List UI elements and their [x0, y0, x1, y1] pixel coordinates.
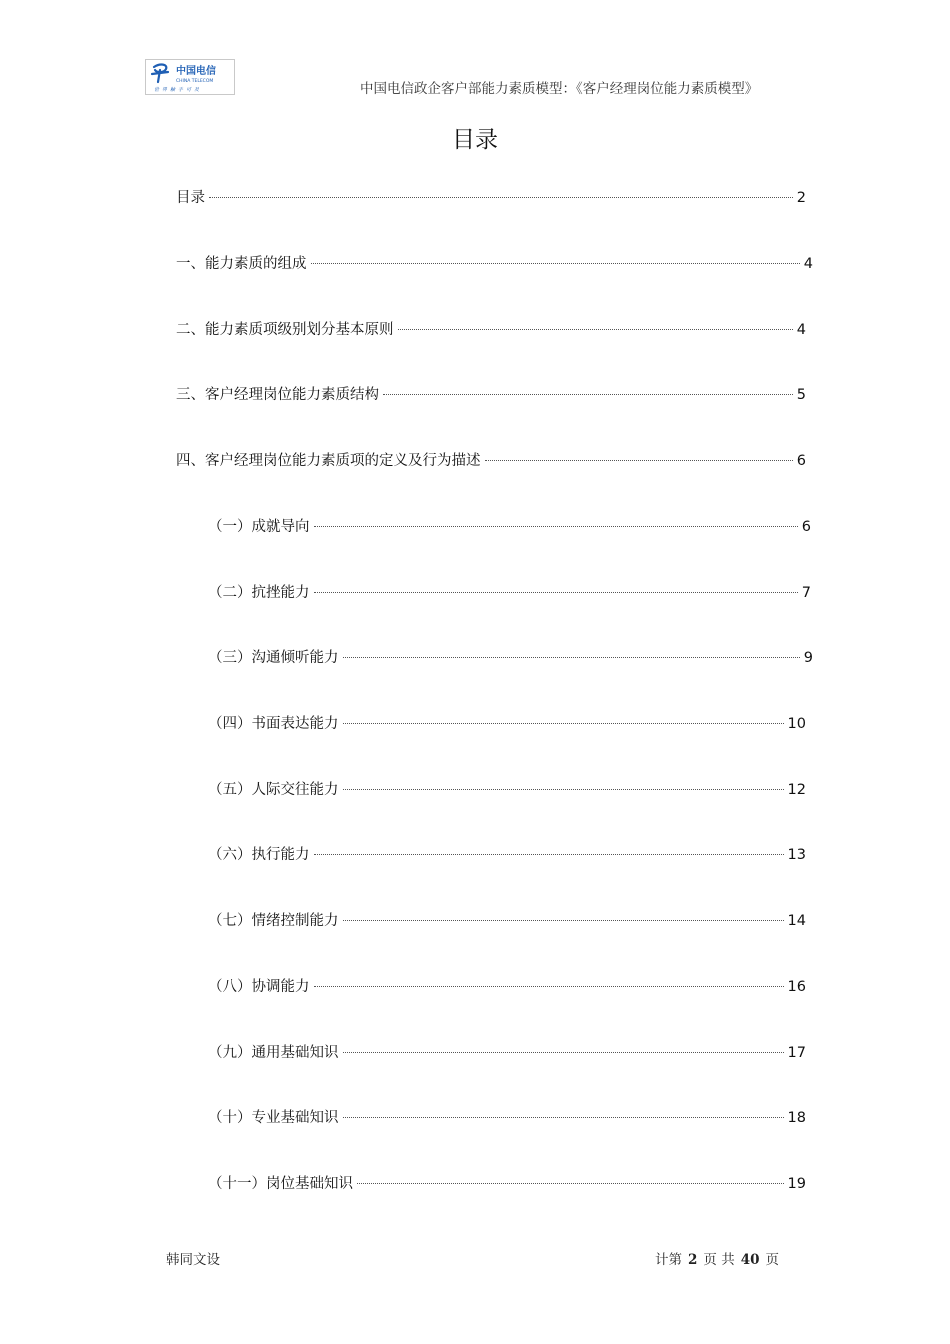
footer-prefix: 计第 — [655, 1252, 682, 1268]
china-telecom-logo — [145, 59, 235, 95]
toc-entry[interactable]: （十）专业基础知识 18 — [208, 1110, 806, 1126]
toc-entry[interactable]: （七）情绪控制能力 14 — [208, 913, 806, 929]
footer-page-count — [655, 1248, 785, 1268]
footer-suffix: 页 — [765, 1252, 779, 1268]
toc-entry[interactable]: （二）抗挫能力 7 — [208, 585, 811, 601]
toc-entry[interactable]: 目录 2 — [176, 190, 806, 206]
toc-entry[interactable]: （九）通用基础知识 17 — [208, 1045, 806, 1061]
toc-entry[interactable]: 一、能力素质的组成 4 — [176, 256, 813, 272]
logo-slogan-text: 世界触手可及 — [154, 87, 203, 93]
logo-cn-text: 中国电信 — [176, 66, 216, 77]
toc-entry[interactable]: （十一）岗位基础知识 19 — [208, 1176, 806, 1192]
toc-title: 目录 — [452, 127, 498, 153]
footer-middle: 页 共 — [703, 1252, 735, 1268]
toc-entry[interactable]: （四）书面表达能力 10 — [208, 716, 806, 732]
header-title: 中国电信政企客户部能力素质模型：《客户经理岗位能力素质模型》 — [360, 81, 759, 97]
toc-entry[interactable]: 三、客户经理岗位能力素质结构 5 — [176, 387, 806, 403]
toc-entry[interactable]: （六）执行能力 13 — [208, 847, 806, 863]
toc-entry[interactable]: 二、能力素质项级别划分基本原则 4 — [176, 322, 806, 338]
footer-author: 韩同文设 — [166, 1252, 220, 1268]
toc-entry[interactable]: （一）成就导向 6 — [208, 519, 811, 535]
toc-entry[interactable]: （三）沟通倾听能力 9 — [208, 650, 813, 666]
footer-current-page: 2 — [688, 1252, 698, 1268]
toc-entry[interactable]: 四、客户经理岗位能力素质项的定义及行为描述 6 — [176, 453, 806, 469]
toc-entry[interactable]: （八）协调能力 16 — [208, 979, 806, 995]
toc-entry[interactable]: （五）人际交往能力 12 — [208, 782, 806, 798]
logo-en-text: CHINA TELECOM — [176, 79, 214, 84]
footer-total-pages: 40 — [740, 1252, 760, 1268]
